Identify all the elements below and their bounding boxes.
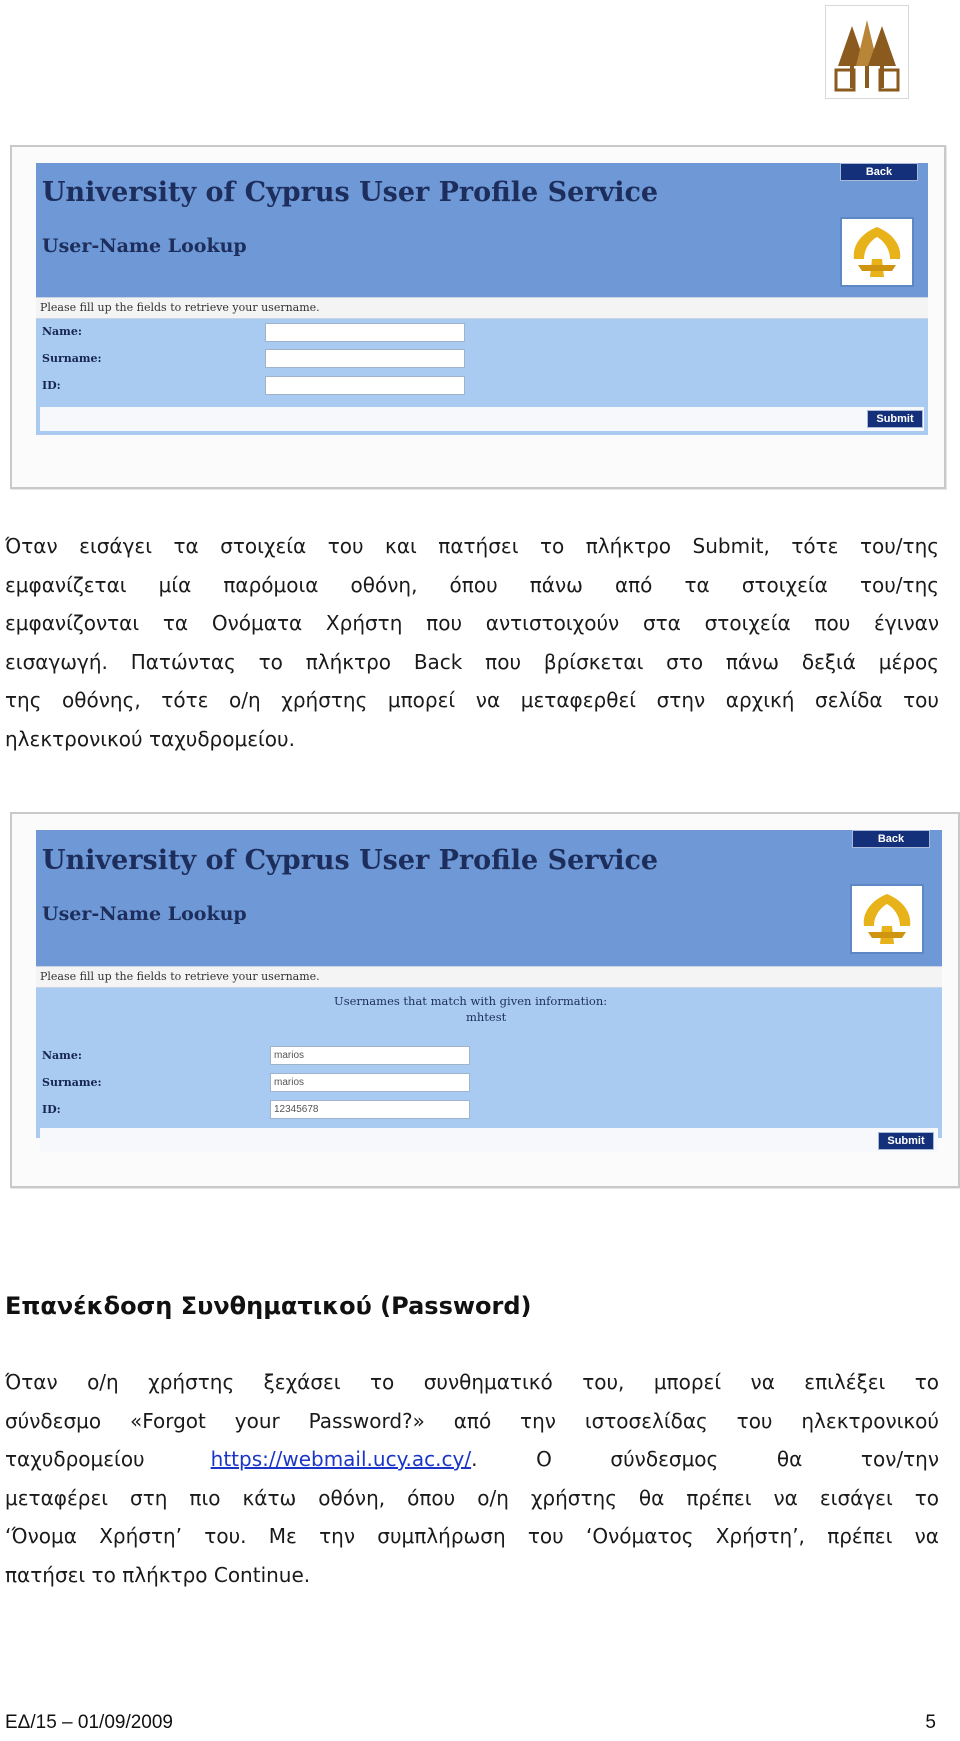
instructions-text: Please fill up the fields to retrieve your username.	[36, 297, 928, 319]
back-button[interactable]: Back	[840, 163, 918, 181]
screenshot-username-lookup-result	[10, 812, 960, 1188]
result-username: mhtest	[466, 1010, 507, 1024]
submit-strip	[40, 1128, 938, 1152]
paragraph-line: εμφανίζονται τα Ονόματα Χρήστη που αντιστοιχούν στα στοιχεία που έγιναν	[5, 611, 939, 635]
surname-input[interactable]	[265, 349, 465, 368]
submit-button[interactable]: Submit	[867, 410, 923, 428]
footer-doc-ref: ΕΔ/15 – 01/09/2009	[5, 1712, 173, 1733]
mini-logo	[850, 884, 924, 954]
name-input[interactable]: marios	[270, 1046, 470, 1065]
university-logo-icon	[826, 6, 908, 98]
paragraph-line: σύνδεσμο «Forgot your Password?» από την ιστοσελίδας του ηλεκτρονικού	[5, 1408, 939, 1433]
webmail-link[interactable]: https://webmail.ucy.ac.cy/	[210, 1447, 472, 1471]
app-title: University of Cyprus User Profile Service	[42, 845, 659, 876]
section-heading: Επανέκδοση Συνθηματικού (Password)	[5, 1292, 532, 1320]
paragraph-line: Όταν εισάγει τα στοιχεία του και πατήσει το πλήκτρο Submit, τότε του/της	[5, 534, 939, 558]
screenshot-username-lookup-empty	[10, 145, 946, 489]
paragraph-line: εισαγωγή. Πατώντας το πλήκτρο Back που βρίσκεται στο πάνω δεξιά μέρος	[5, 649, 939, 674]
mini-logo	[840, 217, 914, 287]
surname-label: Surname:	[42, 1076, 102, 1089]
id-input[interactable]	[265, 376, 465, 395]
paragraph-line: ‘Όνομα Χρήστη’ του. Με την συμπλήρωση του ‘Ονόματος Χρήστη’, πρέπει να	[5, 1524, 939, 1548]
paragraph-line: μεταφέρει στη πιο κάτω οθόνη, όπου ο/η χρήστης θα πρέπει να εισάγει το	[5, 1485, 939, 1510]
surname-label: Surname:	[42, 352, 102, 365]
app-subtitle: User-Name Lookup	[42, 235, 247, 257]
paragraph-line	[5, 1440, 939, 1479]
instructions-text: Please fill up the fields to retrieve your username.	[36, 966, 942, 988]
paragraph-text: . Ο σύνδεσμος θα τον/την	[471, 1447, 939, 1471]
back-button[interactable]: Back	[852, 830, 930, 848]
university-logo	[825, 5, 909, 99]
paragraph-after-submit	[5, 527, 939, 758]
id-input[interactable]: 12345678	[270, 1100, 470, 1119]
id-label: ID:	[42, 379, 61, 392]
paragraph-line: εμφανίζεται μία παρόμοια οθόνη, όπου πάνω από τα στοιχεία του/της	[5, 572, 939, 597]
submit-strip	[40, 407, 924, 431]
tree-logo-icon	[852, 886, 922, 952]
paragraph-text: ταχυδρομείου	[5, 1447, 145, 1471]
surname-input[interactable]: marios	[270, 1073, 470, 1092]
tree-logo-icon	[842, 219, 912, 285]
name-input[interactable]	[265, 323, 465, 342]
paragraph-line: Όταν ο/η χρήστης ξεχάσει το συνθηματικό του, μπορεί να επιλέξει το	[5, 1370, 939, 1394]
paragraph-password-reset	[5, 1363, 939, 1594]
submit-button[interactable]: Submit	[878, 1132, 934, 1150]
paragraph-line: πατήσει το πλήκτρο Continue.	[5, 1562, 311, 1587]
footer-page-number: 5	[925, 1712, 936, 1733]
name-label: Name:	[42, 325, 82, 338]
paragraph-line: ηλεκτρονικού ταχυδρομείου.	[5, 726, 295, 751]
app-subtitle: User-Name Lookup	[42, 903, 247, 925]
id-label: ID:	[42, 1103, 61, 1116]
name-label: Name:	[42, 1049, 82, 1062]
result-heading: Usernames that match with given information:	[334, 994, 608, 1008]
app-title: University of Cyprus User Profile Service	[42, 177, 659, 208]
paragraph-line: της οθόνης, τότε ο/η χρήστης μπορεί να μεταφερθεί στην αρχική σελίδα του	[5, 688, 939, 712]
